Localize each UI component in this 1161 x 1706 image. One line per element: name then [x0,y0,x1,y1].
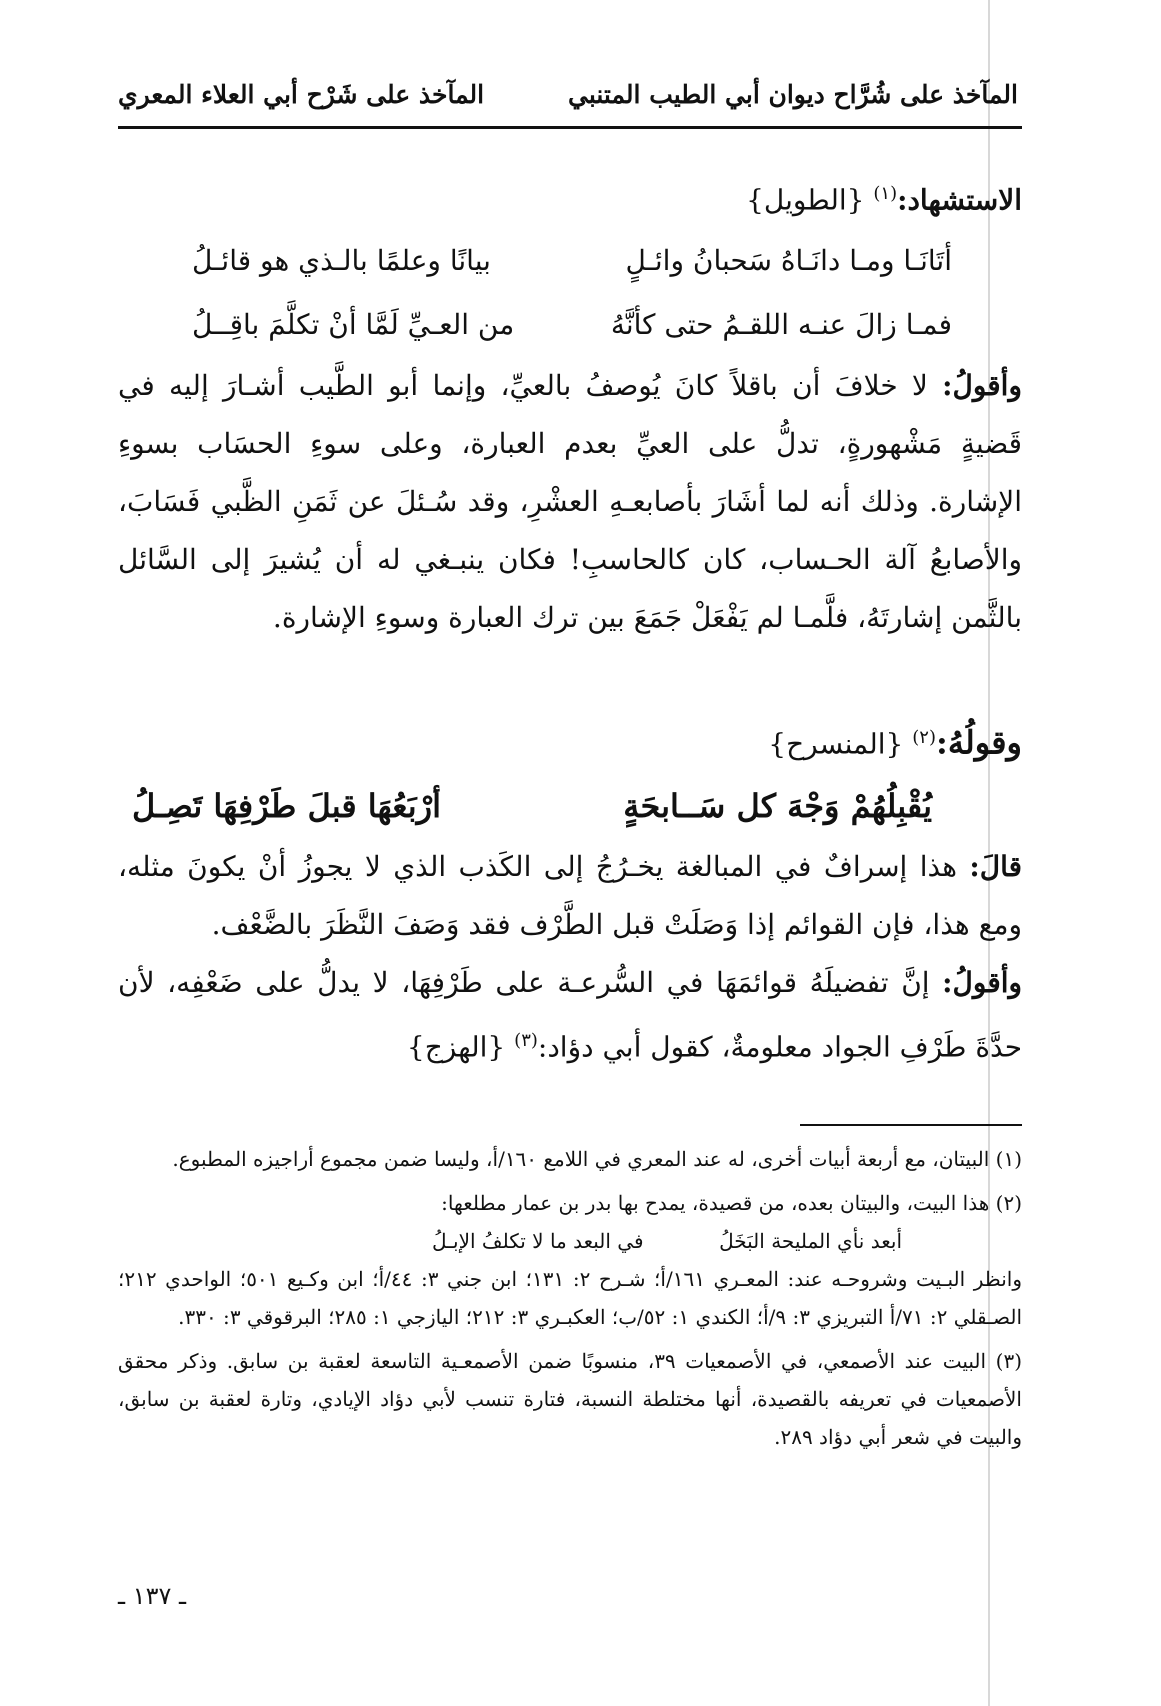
footnote-mark-1: (١) [873,183,898,204]
header-book-title: المآخذ على شُرَّاح ديوان أبي الطيب المتنبي [568,80,1018,109]
verse-hemistich-first: أتَانَـا ومـا دانَـاهُ سَحبانُ وائـلٍ [625,244,952,278]
verse-hemistich-first: يُقْبِلُهُمْ وَجْهَ كل سَــابحَةٍ [623,786,932,825]
section-spacer [118,647,1022,709]
page-number: ـ ١٣٧ ـ [118,1582,187,1610]
verse-hemistich-first: أبعد نأي المليحة البَخَلُ [719,1229,902,1253]
footnote-2-verse [432,1222,902,1260]
qawluhu-label: وقولُهُ: [936,723,1022,762]
meter-label: {المنسرح} [768,727,904,761]
verse-hemistich-first: فمـا زالَ عنـه اللقـمُ حتى كأنَّهُ [610,308,952,342]
section2-heading [118,709,1022,773]
verse-line-1 [192,229,952,293]
verse-hemistich-second: أرْبَعُهَا قبلَ طَرْفِهَا تَصِـلُ [132,786,441,825]
header-rule [118,126,1022,129]
istishhad-label: الاستشهاد: [897,183,1022,217]
verse-hemistich-second: من العـيِّ لَمَّا أنْ تكلَّمَ باقِــلُ [192,308,515,342]
aqul-label: وأقولُ: [942,369,1022,403]
meter-label: {الطويل} [746,183,865,217]
commentary-paragraph [118,357,1022,647]
footnotes [118,1140,1022,1462]
verse-hemistich-second: بيانًا وعلمًا بالـذي هو قائـلُ [192,244,491,278]
section1-heading [118,165,1022,229]
verse-line-2 [192,293,952,357]
verse-line-3 [132,774,932,838]
commentary-text: لا خلافَ أن باقلاً كانَ يُوصفُ بالعيِّ، وإنما أبو الطَّيب أشـارَ إليه في قَضيةٍ مَشْهورةٍ، تدلُّ على العيِّ بعدم العبارة، وعلى سوءِ الحسَاب بسوءِ الإشارة. وذلك أنه لما أشَارَ بأصابعـهِ العشْرِ، وقد سُـئلَ عن ثَمَنِ الظَّبي فَسَابَ، والأصابعُ آلة الحـساب، كان كالحاسبِ! فكان ينبـغي له أن يُشيرَ إلى السَّائل بالثَّمن إشارتَهُ، فلَّمـا لم يَفْعَلْ جَمَعَ بين ترك العبارة وسوءِ الإشارة. [118,369,1022,635]
footnote-rule [800,1124,1022,1126]
qala-text: هذا إسرافٌ في المبالغة يخـرُجُ إلى الكَذب الذي لا يجوزُ أنْ يكونَ مثله، ومع هذا، فإن القوائم إذا وَصَلَتْ قبل الطَّرْف فقد وَصَفَ النَّظَرَ بالضَّعْف. [118,849,1022,941]
aqul-text: إنَّ تفضيلَهُ قوائمَهَا في السُّرعـة على طَرْفِهَا، لا يدلُّ على ضَعْفِه، لأن حدَّةَ طَرْفِ الجواد معلومةٌ، كقول أبي دؤاد: [118,965,1022,1063]
meter-label: {الهزج} [406,1029,506,1063]
main-text [118,165,1022,1076]
aqul-label: وأقولُ: [942,965,1023,999]
footnote-1: (١) البيتان، مع أربعة أبيات أخرى، له عند المعري في اللامع ١٦٠/أ، وليسا ضمن مجموع أراجيزه المطبوع. [172,1147,1022,1171]
header-chapter-title: المآخذ على شَرْح أبي العلاء المعري [118,80,485,109]
footnote-3: (٣) البيت عند الأصمعي، في الأصمعيات ٣٩، منسوبًا ضمن الأصمعـية التاسعة لعقبة بن سابق. وذكر محقق الأصمعيات في تعريفه بالقصيدة، أنها مختلطة النسبة، فتارة تنسب لأبي دؤاد الإيادي، وتارة لعقبة بن سابق، والبيت في شعر أبي دؤاد ٢٨٩. [118,1349,1023,1449]
footnote-2-refs: وانظر البـيت وشروحـه عند: المعـري ١٦١/أ؛ شـرح ٢: ١٣١؛ ابن جني ٣: ٤٤/أ؛ ابن وكـيع ٥٠١؛ الواحدي ٢١٢؛ الصـقلي ٢: ٧١/أ التبريزي ٣: ٩/أ؛ الكندي ١: ٥٢/ب؛ العكبـري ٣: ٢١٢؛ اليازجي ١: ٢٨٥؛ البرقوقي ٣: ٣٣٠. [118,1267,1022,1329]
running-header [118,70,1018,126]
footnote-mark-3: (٣) [514,1029,538,1051]
footnote-2-intro: (٢) هذا البيت، والبيتان بعده، من قصيدة، يمدح بها بدر بن عمار مطلعها: [441,1191,1022,1215]
qala-label: قالَ: [969,849,1022,883]
qala-paragraph [118,838,1022,954]
verse-hemistich-second: في البعد ما لا تكلفُ الإبـلُ [432,1229,644,1253]
aqul-paragraph [118,954,1022,1076]
footnote-mark-2: (٢) [912,727,936,749]
